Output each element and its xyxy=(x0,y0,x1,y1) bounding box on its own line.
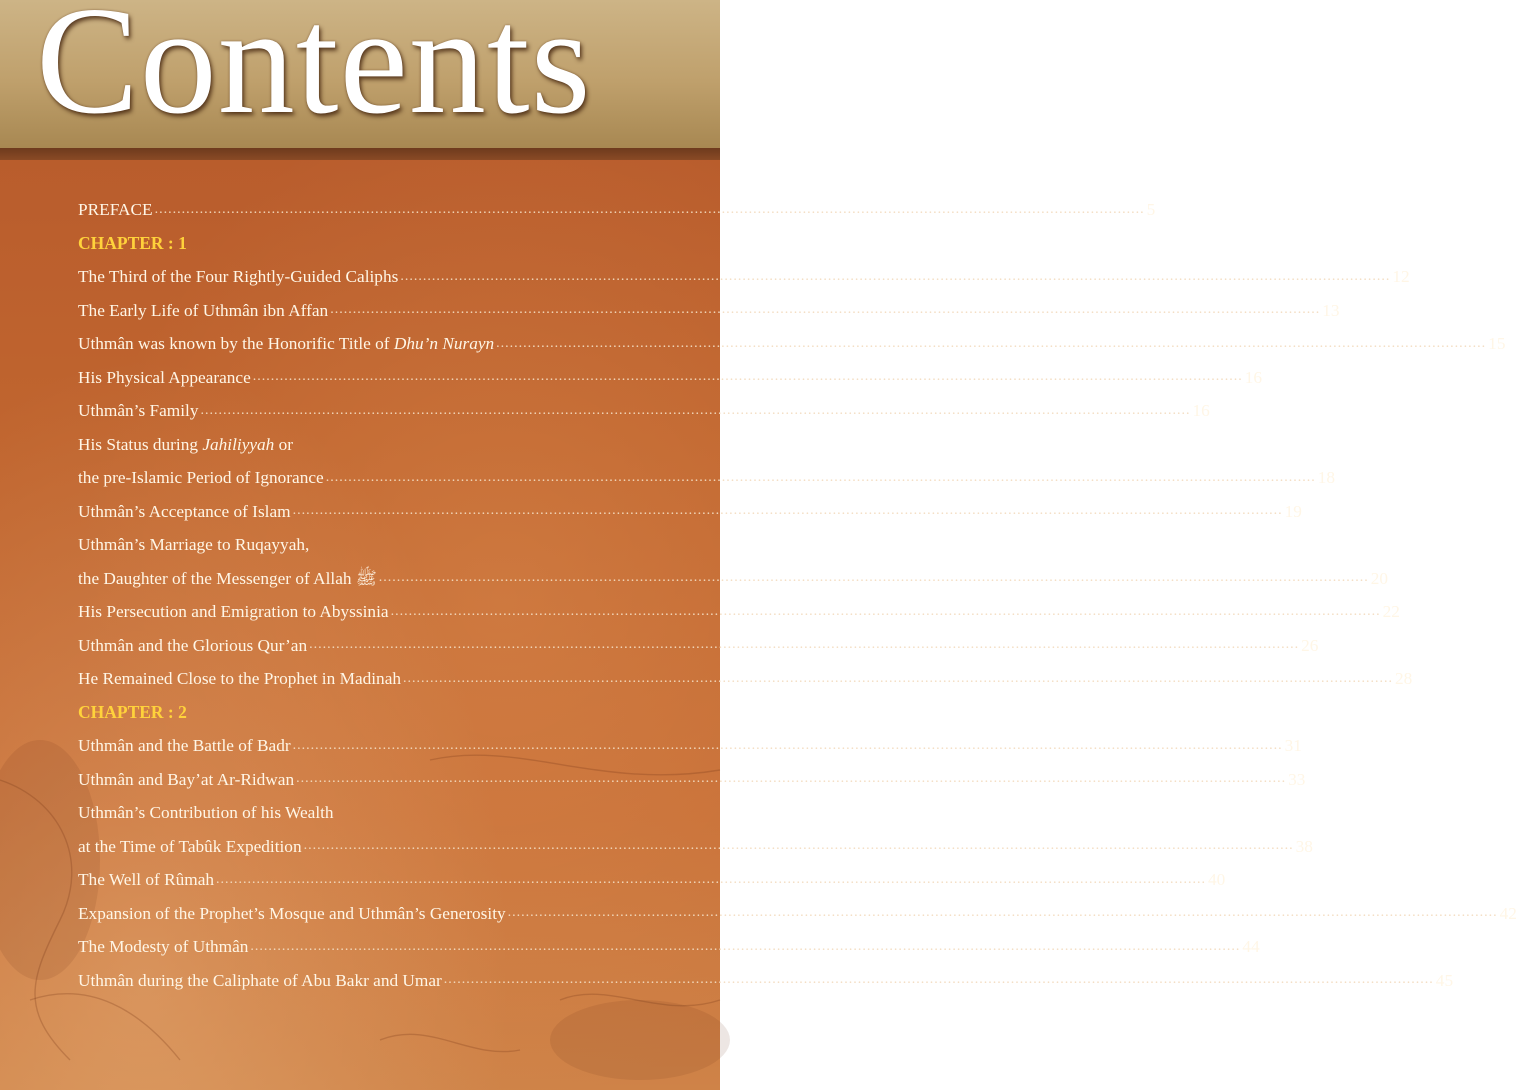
toc-entry-title xyxy=(78,602,389,621)
toc-entry[interactable] xyxy=(78,521,664,555)
toc-entry-text: Uthmân during the Caliphate of Abu Bakr and Umar xyxy=(78,970,442,990)
page-number: 42 xyxy=(1499,903,1517,923)
toc-entry-title xyxy=(78,803,334,822)
toc-entry-title xyxy=(78,870,214,889)
toc-entry-italic-text: Dhu’n Nurayn xyxy=(393,334,495,354)
toc-entry-suffix: or xyxy=(274,434,294,454)
toc-entry-title xyxy=(78,200,153,219)
dot-leader: ............................................................................................................................................................................................................................ xyxy=(400,268,1391,284)
toc-entry-text: CHAPTER : 2 xyxy=(78,701,187,722)
toc-entry[interactable] xyxy=(78,253,1410,287)
toc-entry[interactable] xyxy=(78,622,1319,656)
toc-entry-title xyxy=(78,569,377,588)
toc-entry-title xyxy=(78,736,291,755)
table-of-contents xyxy=(78,186,1517,990)
dot-leader: ............................................................................................................................................................................................................................ xyxy=(250,938,1241,954)
page-number: 19 xyxy=(1284,501,1302,521)
toc-entry-title xyxy=(78,435,293,454)
toc-entry[interactable] xyxy=(78,789,664,823)
toc-entry[interactable] xyxy=(78,957,1454,991)
page-number: 40 xyxy=(1208,870,1226,890)
dot-leader: ............................................................................................................................................................................................................................ xyxy=(507,905,1498,920)
toc-entry[interactable] xyxy=(78,555,1389,589)
toc-entry-text: The Well of Rûmah xyxy=(78,870,215,890)
toc-entry[interactable] xyxy=(78,856,1226,890)
dot-leader: ............................................................................................................................................................................................................................ xyxy=(200,402,1191,418)
header-banner xyxy=(0,0,720,148)
toc-entry-text: Uthmân was known by the Honorific Title of xyxy=(78,334,394,354)
dot-leader: ............................................................................................................................................................................................................................ xyxy=(403,670,1394,686)
toc-entry[interactable] xyxy=(78,354,1263,388)
toc-entry-title xyxy=(78,468,324,487)
toc-entry-text: The Third of the Four Rightly-Guided Caliphs xyxy=(78,267,399,287)
toc-entry[interactable] xyxy=(78,588,1400,622)
page-number: 16 xyxy=(1192,401,1210,421)
dot-leader: ............................................................................................................................................................................................................................ xyxy=(296,771,1287,786)
dot-leader: ............................................................................................................................................................................................................................ xyxy=(292,737,1283,753)
dot-leader: ............................................................................................................................................................................................................................ xyxy=(325,469,1316,485)
toc-entry-title xyxy=(78,937,248,956)
page-number: 20 xyxy=(1370,568,1389,588)
toc-entry-title xyxy=(78,703,187,722)
toc-entry-text: Uthmân and the Glorious Qur’an xyxy=(78,635,308,655)
dot-leader: ............................................................................................................................................................................................................................ xyxy=(443,972,1434,987)
header-divider xyxy=(0,148,720,160)
dot-leader: ............................................................................................................................................................................................................................ xyxy=(390,603,1381,619)
dot-leader: ............................................................................................................................................................................................................................ xyxy=(496,335,1487,351)
toc-entry-text: Uthmân and the Battle of Badr xyxy=(78,736,291,756)
toc-entry[interactable] xyxy=(78,923,1260,957)
toc-entry[interactable] xyxy=(78,722,1302,756)
dot-leader: ............................................................................................................................................................................................................................ xyxy=(154,201,1145,217)
toc-entry-title xyxy=(78,669,401,688)
page-number: 38 xyxy=(1295,836,1313,856)
page-number: 28 xyxy=(1395,669,1413,689)
chapter-heading xyxy=(78,689,664,723)
page-number: 22 xyxy=(1382,602,1400,622)
toc-entry-text: Uthmân’s Acceptance of Islam xyxy=(78,501,291,521)
toc-entry-title xyxy=(78,334,494,353)
page-number: 31 xyxy=(1284,736,1302,756)
toc-entry[interactable] xyxy=(78,823,1313,857)
toc-entry-text: the Daughter of the Messenger of Allah ﷺ xyxy=(78,568,377,588)
toc-entry[interactable] xyxy=(78,890,1517,924)
page-number: 45 xyxy=(1435,970,1454,990)
toc-entry[interactable] xyxy=(78,454,1335,488)
page-number: 26 xyxy=(1301,635,1319,655)
toc-entry-text: His Status during xyxy=(78,434,203,454)
toc-entry[interactable] xyxy=(78,320,1506,354)
toc-entry-text: The Modesty of Uthmân xyxy=(78,937,249,957)
page-number: 5 xyxy=(1146,200,1156,220)
toc-entry-title xyxy=(78,904,506,923)
dot-leader: ............................................................................................................................................................................................................................ xyxy=(216,871,1207,887)
toc-entry-title xyxy=(78,368,251,387)
toc-entry-title xyxy=(78,636,307,655)
chapter-heading xyxy=(78,220,664,254)
page-number: 33 xyxy=(1288,769,1306,789)
toc-entry-text: Uthmân’s Family xyxy=(78,401,199,421)
page-number: 13 xyxy=(1322,300,1340,320)
toc-entry-title xyxy=(78,301,328,320)
toc-entry[interactable] xyxy=(78,287,1340,321)
dot-leader: ............................................................................................................................................................................................................................ xyxy=(303,838,1294,853)
dot-leader: ............................................................................................................................................................................................................................ xyxy=(378,570,1369,585)
toc-entry[interactable] xyxy=(78,421,664,455)
page-number: 15 xyxy=(1488,334,1506,354)
toc-entry-text: The Early Life of Uthmân ibn Affan xyxy=(78,300,329,320)
toc-entry-title xyxy=(78,502,291,521)
toc-entry-title xyxy=(78,267,398,286)
toc-entry[interactable] xyxy=(78,655,1413,689)
toc-entry[interactable] xyxy=(78,756,1306,790)
page-title: Contents xyxy=(36,0,592,146)
toc-entry[interactable] xyxy=(78,387,1210,421)
dot-leader: ............................................................................................................................................................................................................................ xyxy=(292,503,1283,518)
dot-leader: ............................................................................................................................................................................................................................ xyxy=(309,637,1300,652)
toc-entry-title xyxy=(78,971,442,990)
toc-entry-title xyxy=(78,234,187,253)
toc-entry-text: His Physical Appearance xyxy=(78,367,251,387)
toc-entry-text: at the Time of Tabûk Expedition xyxy=(78,836,302,856)
toc-entry-text: His Persecution and Emigration to Abyssinia xyxy=(78,602,389,622)
toc-entry-text: PREFACE xyxy=(78,200,153,220)
toc-entry-text: CHAPTER : 1 xyxy=(78,232,187,253)
toc-entry-text: the pre-Islamic Period of Ignorance xyxy=(78,468,324,488)
dot-leader: ............................................................................................................................................................................................................................ xyxy=(330,302,1321,317)
page-number: 18 xyxy=(1317,468,1335,488)
toc-entry-text: Expansion of the Prophet’s Mosque and Uthmân’s Generosity xyxy=(78,903,506,923)
page-number: 12 xyxy=(1392,267,1410,287)
toc-entry-title xyxy=(78,401,199,420)
toc-entry-text: He Remained Close to the Prophet in Madinah xyxy=(78,669,402,689)
toc-entry-italic-text: Jahiliyyah xyxy=(202,434,275,454)
page-number: 44 xyxy=(1242,937,1260,957)
toc-entry-title xyxy=(78,535,309,554)
toc-entry-text: Uthmân’s Marriage to Ruqayyah, xyxy=(78,535,310,555)
page-number: 16 xyxy=(1244,367,1263,387)
toc-entry-text: Uthmân and Bay’at Ar-Ridwan xyxy=(78,769,295,789)
toc-entry[interactable] xyxy=(78,186,1156,220)
toc-entry-title xyxy=(78,770,294,789)
toc-entry-text: Uthmân’s Contribution of his Wealth xyxy=(78,803,334,823)
dot-leader: ............................................................................................................................................................................................................................ xyxy=(252,369,1243,384)
toc-entry[interactable] xyxy=(78,488,1302,522)
toc-entry-title xyxy=(78,837,302,856)
